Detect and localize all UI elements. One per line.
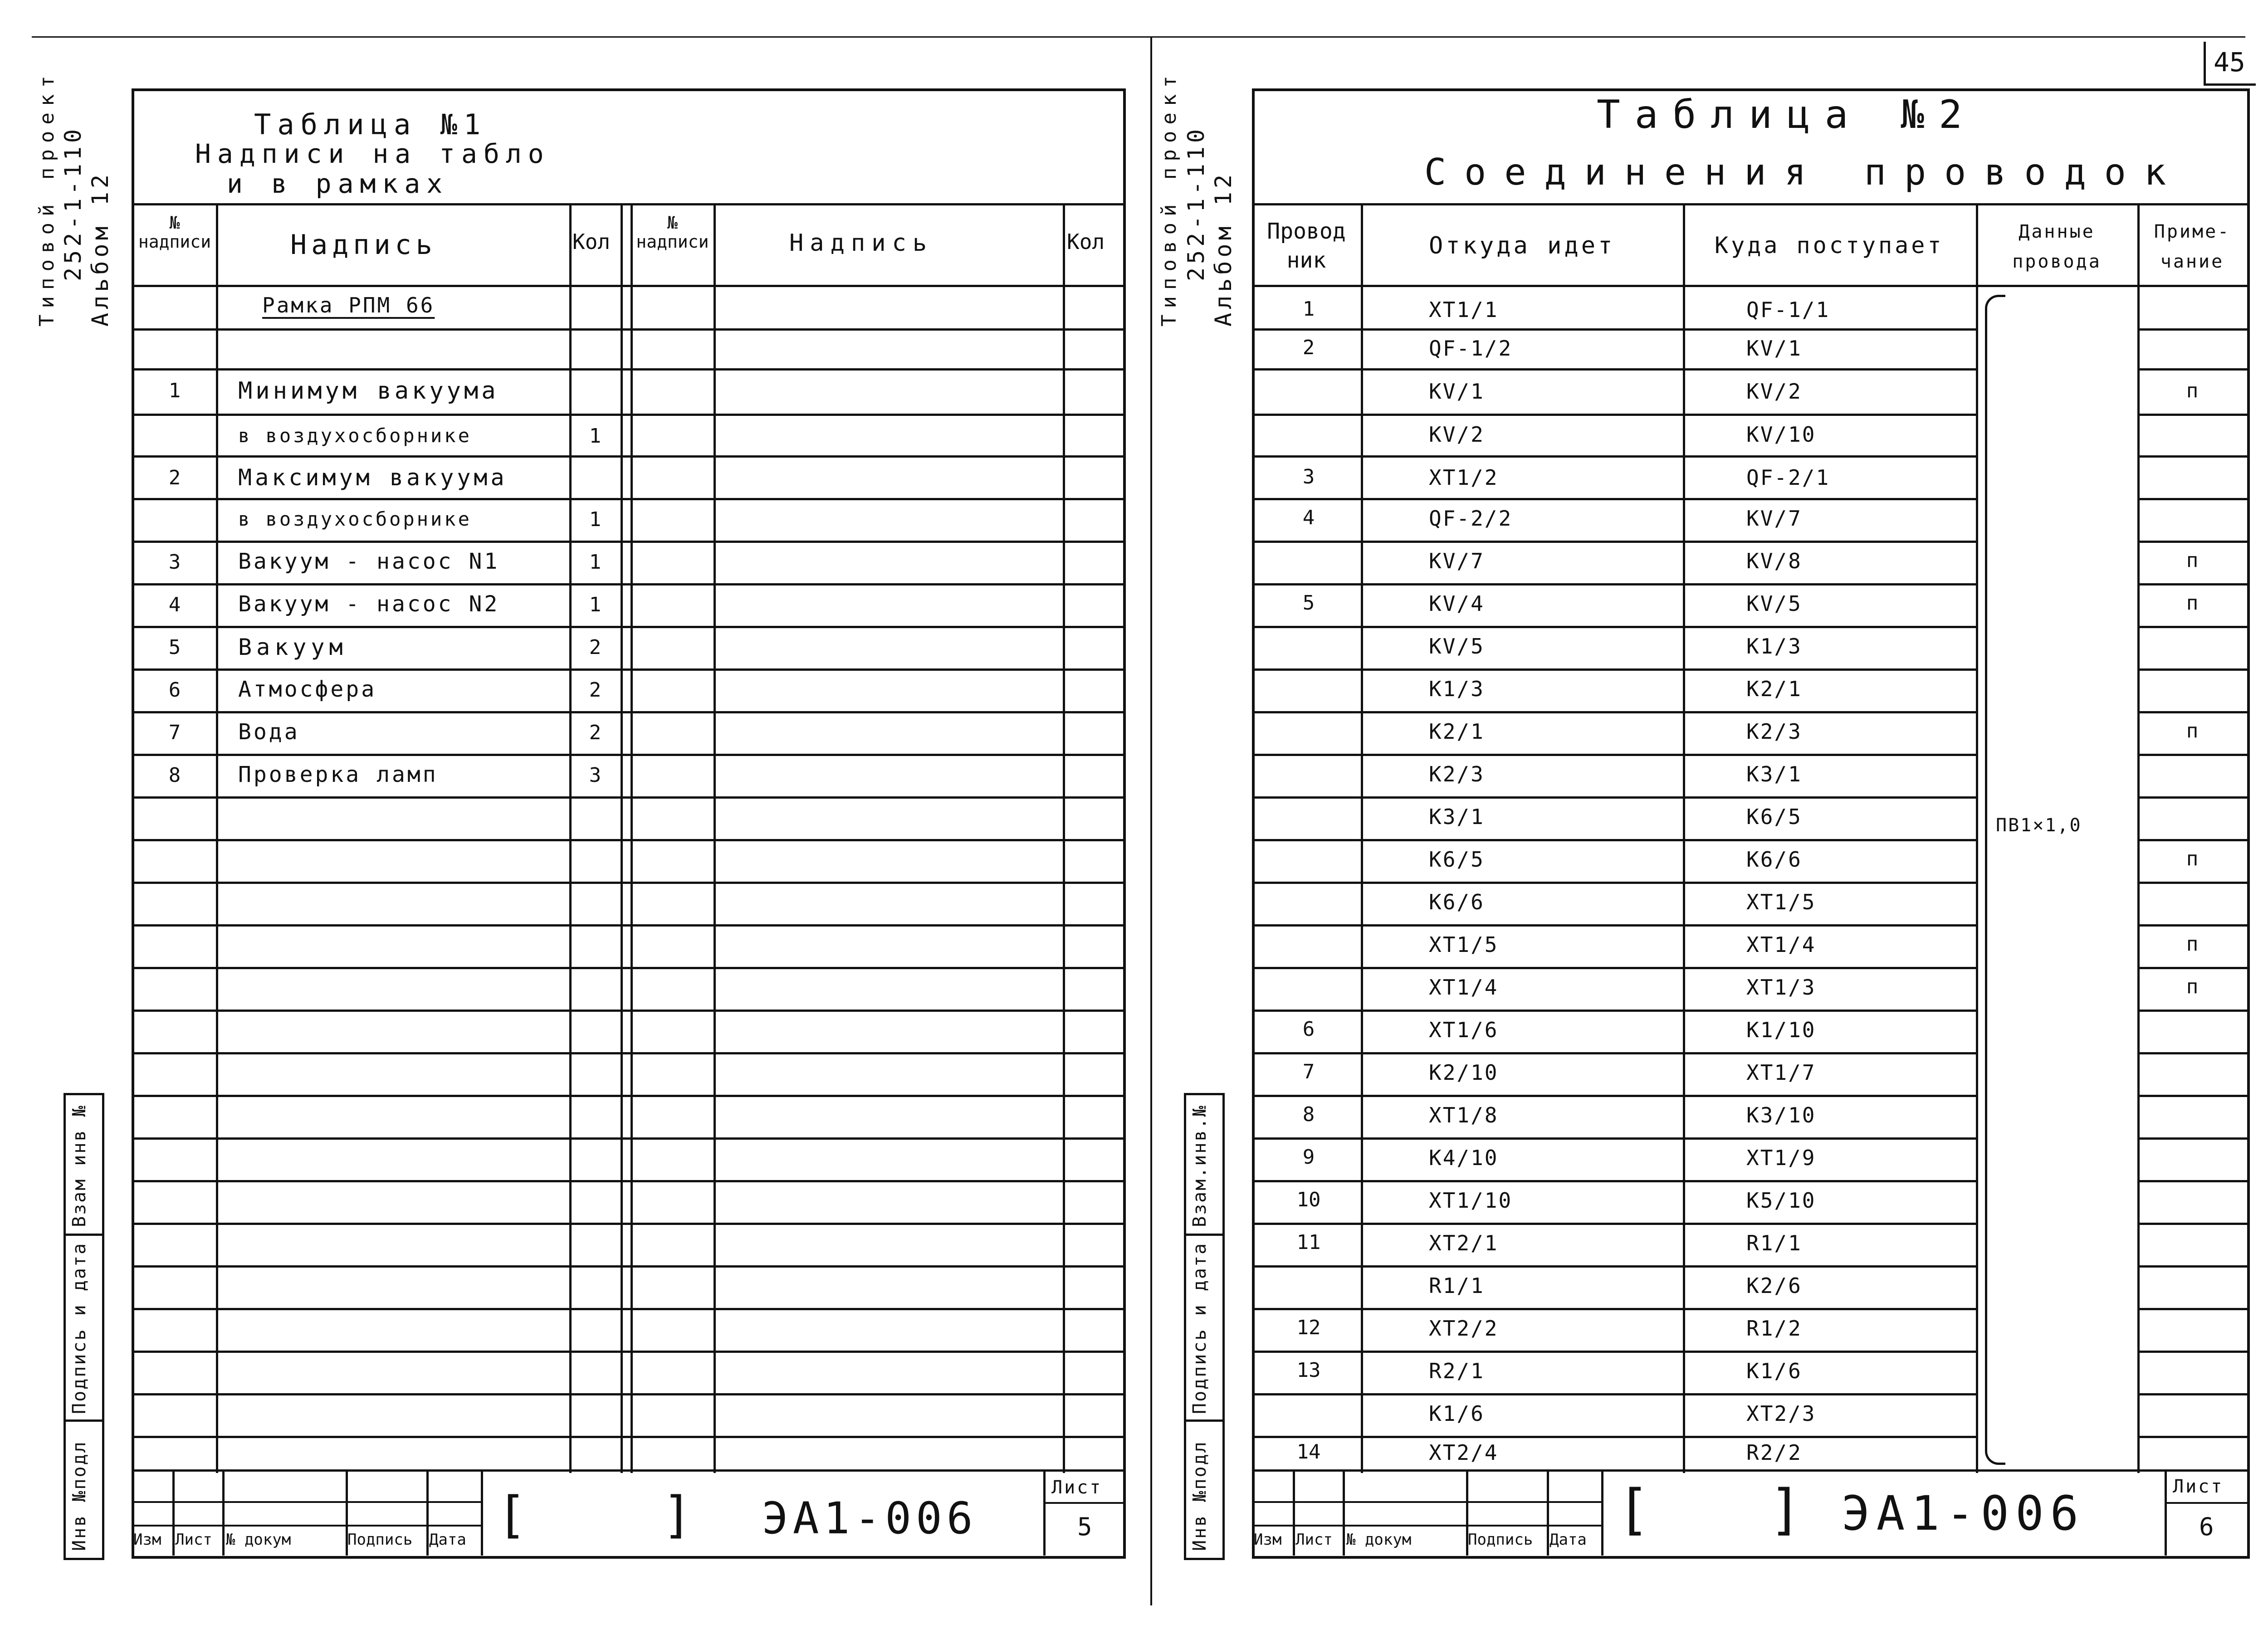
left-stamp-bracket-left: [ — [497, 1486, 527, 1544]
right-stamp-bracket-left: [ — [1617, 1478, 1650, 1541]
left-header-qty-b: Кол — [1067, 229, 1105, 254]
right-row-22-to: R1/1 — [1746, 1231, 1802, 1255]
left-row-8-qty: 2 — [589, 636, 601, 659]
right-header-to: Куда поступает — [1715, 232, 1944, 259]
right-field-inv-podl: Инв №подл — [1189, 1440, 1210, 1551]
right-row-2-to: KV/2 — [1746, 379, 1802, 404]
right-row-21-to: K5/10 — [1746, 1188, 1816, 1213]
right-header-wire: Провод ник — [1267, 219, 1346, 273]
right-stamp-bracket-right: ] — [1769, 1478, 1802, 1541]
right-stamp-sheet-label: Лист — [2173, 1476, 2224, 1497]
right-row-1-to: KV/1 — [1746, 336, 1802, 361]
left-row-9-num: 6 — [168, 678, 181, 702]
left-row-8-text: Вакуум — [238, 634, 347, 660]
left-row-3-qty: 1 — [589, 424, 601, 448]
right-row-20-from: K4/10 — [1429, 1146, 1499, 1170]
left-row-7-text: Вакуум - насос N2 — [238, 591, 500, 617]
right-row-14-to: ХТ1/5 — [1746, 890, 1816, 914]
right-stamp-label-date: Дата — [1549, 1531, 1587, 1549]
right-row-14-from: K6/6 — [1429, 890, 1485, 914]
left-table-subtitle-2: и в рамках — [227, 168, 449, 199]
left-header-bottom-line — [132, 285, 1123, 287]
left-row-4-num: 2 — [168, 466, 181, 489]
right-row-19-wire: 8 — [1302, 1103, 1315, 1126]
right-row-5-to: KV/7 — [1746, 506, 1802, 531]
right-row-23-from: R1/1 — [1429, 1273, 1485, 1298]
left-row-9-qty: 2 — [589, 678, 601, 702]
right-row-24-wire: 12 — [1296, 1316, 1321, 1339]
left-row-3-text: в воздухосборнике — [238, 424, 472, 447]
left-header-text-b: Надпись — [789, 229, 934, 257]
right-row-22-wire: 11 — [1296, 1231, 1321, 1254]
left-stamp-label-list: Лист — [175, 1531, 212, 1549]
left-row-11-text: Проверка ламп — [238, 762, 438, 787]
right-row-10-from: K2/1 — [1429, 719, 1485, 744]
left-stamp-sheet-label: Лист — [1051, 1477, 1103, 1498]
right-row-13-from: K6/5 — [1429, 847, 1485, 872]
right-row-5-wire: 4 — [1302, 506, 1315, 529]
left-col-line-1 — [216, 203, 218, 1473]
right-row-6-note: п — [2186, 549, 2199, 572]
right-row-17-from: ХТ1/6 — [1429, 1018, 1499, 1042]
right-header-note: Приме- чание — [2154, 221, 2231, 272]
right-row-11-to: K3/1 — [1746, 762, 1802, 786]
right-row-16-from: ХТ1/4 — [1429, 975, 1499, 1000]
right-row-12-from: K3/1 — [1429, 805, 1485, 829]
right-table-subtitle: Соединения проводок — [1424, 151, 2185, 193]
right-row-22-from: ХТ2/1 — [1429, 1231, 1499, 1255]
left-row-10-qty: 2 — [589, 721, 601, 744]
right-row-13-to: K6/6 — [1746, 847, 1802, 872]
left-row-2-text: Минимум вакуума — [238, 377, 499, 405]
left-row-0-text: Рамка РПМ 66 — [262, 293, 435, 317]
right-row-18-wire: 7 — [1302, 1060, 1315, 1083]
right-row-19-from: ХТ1/8 — [1429, 1103, 1499, 1127]
right-header-top-line — [1252, 203, 2247, 205]
right-row-0-from: ХТ1/1 — [1429, 298, 1499, 322]
left-header-num-b: № надписи — [636, 213, 709, 252]
right-row-21-from: ХТ1/10 — [1429, 1188, 1513, 1213]
right-row-7-to: KV/5 — [1746, 591, 1802, 616]
right-row-2-note: п — [2186, 379, 2199, 402]
right-row-4-wire: 3 — [1302, 465, 1315, 488]
sheet-number-badge-text: 45 — [2214, 47, 2245, 78]
left-row-8-num: 5 — [168, 636, 181, 659]
right-row-16-note: п — [2186, 975, 2199, 998]
left-stamp-sheet-no: 5 — [1077, 1512, 1092, 1541]
right-row-25-wire: 13 — [1296, 1359, 1321, 1382]
right-row-23-to: K2/6 — [1746, 1273, 1802, 1298]
right-row-8-to: K1/3 — [1746, 634, 1802, 658]
right-col-line-2 — [1683, 203, 1685, 1473]
right-row-26-from: K1/6 — [1429, 1401, 1485, 1426]
left-header-num-a: № надписи — [138, 213, 211, 252]
left-row-10-text: Вода — [238, 719, 300, 745]
left-col-line-2 — [569, 203, 572, 1473]
right-row-7-note: п — [2186, 591, 2199, 615]
left-row-5-qty: 1 — [589, 508, 601, 531]
left-row-6-text: Вакуум - насос N1 — [238, 549, 500, 574]
right-row-21-wire: 10 — [1296, 1188, 1321, 1211]
right-field-signature-date: Подпись и дата — [1189, 1242, 1210, 1414]
right-row-5-from: QF-2/2 — [1429, 506, 1513, 531]
right-row-20-wire: 9 — [1302, 1146, 1315, 1169]
right-row-10-note: п — [2186, 719, 2199, 742]
left-header-text-a: Надпись — [290, 229, 437, 261]
left-side-stamp-line-1: Типовой проект — [35, 69, 59, 327]
right-row-17-to: K1/10 — [1746, 1018, 1816, 1042]
left-stamp-code: ЭА1-006 — [762, 1493, 978, 1544]
right-row-25-from: R2/1 — [1429, 1359, 1485, 1383]
right-row-27-to: R2/2 — [1746, 1440, 1802, 1465]
right-row-10-to: K2/3 — [1746, 719, 1802, 744]
left-row-10-num: 7 — [168, 721, 181, 744]
left-row-7-num: 4 — [168, 593, 181, 616]
right-row-13-note: п — [2186, 847, 2199, 870]
right-header-bottom-line — [1252, 285, 2247, 287]
right-header-data: Данные провода — [2012, 221, 2102, 272]
left-row-6-num: 3 — [168, 551, 181, 574]
right-side-stamp-line-1: Типовой проект — [1158, 69, 1181, 327]
right-row-20-to: ХТ1/9 — [1746, 1146, 1816, 1170]
right-field-vzam-inv: Взам.инв.№ — [1189, 1104, 1210, 1227]
right-row-6-from: KV/7 — [1429, 549, 1485, 573]
left-row-5-text: в воздухосборнике — [238, 508, 472, 530]
left-col-line-4 — [631, 203, 633, 1473]
right-header-from: Откуда идет — [1429, 232, 1615, 259]
right-row-1-from: QF-1/2 — [1429, 336, 1513, 361]
left-row-4-text: Максимум вакуума — [238, 464, 508, 491]
left-stamp-label-izm: Изм — [133, 1531, 161, 1549]
left-col-line-3 — [621, 203, 623, 1473]
right-row-26-to: ХТ2/3 — [1746, 1401, 1816, 1426]
left-stamp-label-date: Дата — [429, 1531, 466, 1549]
right-row-12-to: K6/5 — [1746, 805, 1802, 829]
right-row-18-to: ХТ1/7 — [1746, 1060, 1816, 1085]
right-row-3-to: KV/10 — [1746, 422, 1816, 447]
left-field-vzam-inv: Взам инв № — [69, 1104, 90, 1227]
left-row-6-qty: 1 — [589, 551, 601, 574]
right-row-8-from: KV/5 — [1429, 634, 1485, 658]
left-row-11-num: 8 — [168, 764, 181, 787]
left-header-qty-a: Кол — [572, 229, 611, 254]
right-row-11-from: K2/3 — [1429, 762, 1485, 786]
right-row-17-wire: 6 — [1302, 1018, 1315, 1041]
left-stamp-label-signature: Подпись — [347, 1531, 413, 1549]
right-row-18-from: K2/10 — [1429, 1060, 1499, 1085]
left-col-line-6 — [1063, 203, 1065, 1473]
right-row-15-note: п — [2186, 932, 2199, 956]
right-stamp-label-izm: Изм — [1254, 1531, 1282, 1549]
right-side-stamp-line-2: 252-1-110 — [1183, 126, 1209, 281]
right-stamp-label-signature: Подпись — [1468, 1531, 1533, 1549]
right-side-stamp-line-3: Альбом 12 — [1210, 171, 1237, 327]
wire-data-note: ПВ1×1,0 — [1996, 815, 2082, 836]
left-table-title: Таблица №1 — [254, 108, 487, 141]
left-col-line-5 — [714, 203, 716, 1473]
right-row-9-to: K2/1 — [1746, 677, 1802, 701]
right-col-line-1 — [1361, 203, 1363, 1473]
right-row-2-from: KV/1 — [1429, 379, 1485, 404]
right-table-title: Таблица №2 — [1597, 92, 1977, 137]
right-row-7-from: KV/4 — [1429, 591, 1485, 616]
left-row-9-text: Атмосфера — [238, 677, 377, 702]
top-edge-line — [32, 36, 2245, 38]
right-stamp-code: ЭА1-006 — [1842, 1486, 2085, 1541]
left-field-signature-date: Подпись и дата — [69, 1242, 90, 1414]
left-side-stamp-line-3: Альбом 12 — [87, 171, 113, 327]
left-row-7-qty: 1 — [589, 593, 601, 616]
left-row-11-qty: 3 — [589, 764, 601, 787]
right-stamp-label-doc: № докум — [1346, 1531, 1412, 1549]
right-row-3-from: KV/2 — [1429, 422, 1485, 447]
right-row-6-to: KV/8 — [1746, 549, 1802, 573]
right-row-4-to: QF-2/1 — [1746, 465, 1830, 490]
right-row-0-wire: 1 — [1302, 298, 1315, 321]
right-row-25-to: K1/6 — [1746, 1359, 1802, 1383]
left-header-top-line — [132, 203, 1123, 205]
left-side-stamp-line-2: 252-1-110 — [60, 126, 86, 281]
right-row-0-to: QF-1/1 — [1746, 298, 1830, 322]
left-field-inv-podl: Инв №подл — [69, 1440, 90, 1551]
right-row-1-wire: 2 — [1302, 336, 1315, 359]
right-row-16-to: ХТ1/3 — [1746, 975, 1816, 1000]
right-row-27-from: ХТ2/4 — [1429, 1440, 1499, 1465]
right-row-27-wire: 14 — [1296, 1440, 1321, 1463]
right-row-19-to: K3/10 — [1746, 1103, 1816, 1127]
right-row-7-wire: 5 — [1302, 591, 1315, 615]
left-table-subtitle-1: Надписи на табло — [195, 138, 550, 169]
right-stamp-sheet-no: 6 — [2199, 1512, 2214, 1541]
wire-data-brace — [1985, 295, 2005, 1465]
left-stamp-label-doc: № докум — [226, 1531, 291, 1549]
right-col-line-4 — [2137, 203, 2140, 1473]
right-stamp-label-list: Лист — [1295, 1531, 1333, 1549]
right-row-24-to: R1/2 — [1746, 1316, 1802, 1341]
page-fold-line — [1150, 36, 1152, 1605]
right-row-15-to: ХТ1/4 — [1746, 932, 1816, 957]
left-stamp-bracket-right: ] — [662, 1486, 693, 1544]
right-row-24-from: ХТ2/2 — [1429, 1316, 1499, 1341]
left-row-2-num: 1 — [168, 379, 181, 402]
right-row-4-from: ХТ1/2 — [1429, 465, 1499, 490]
right-col-line-3 — [1976, 203, 1978, 1473]
right-row-15-from: ХТ1/5 — [1429, 932, 1499, 957]
right-row-9-from: K1/3 — [1429, 677, 1485, 701]
